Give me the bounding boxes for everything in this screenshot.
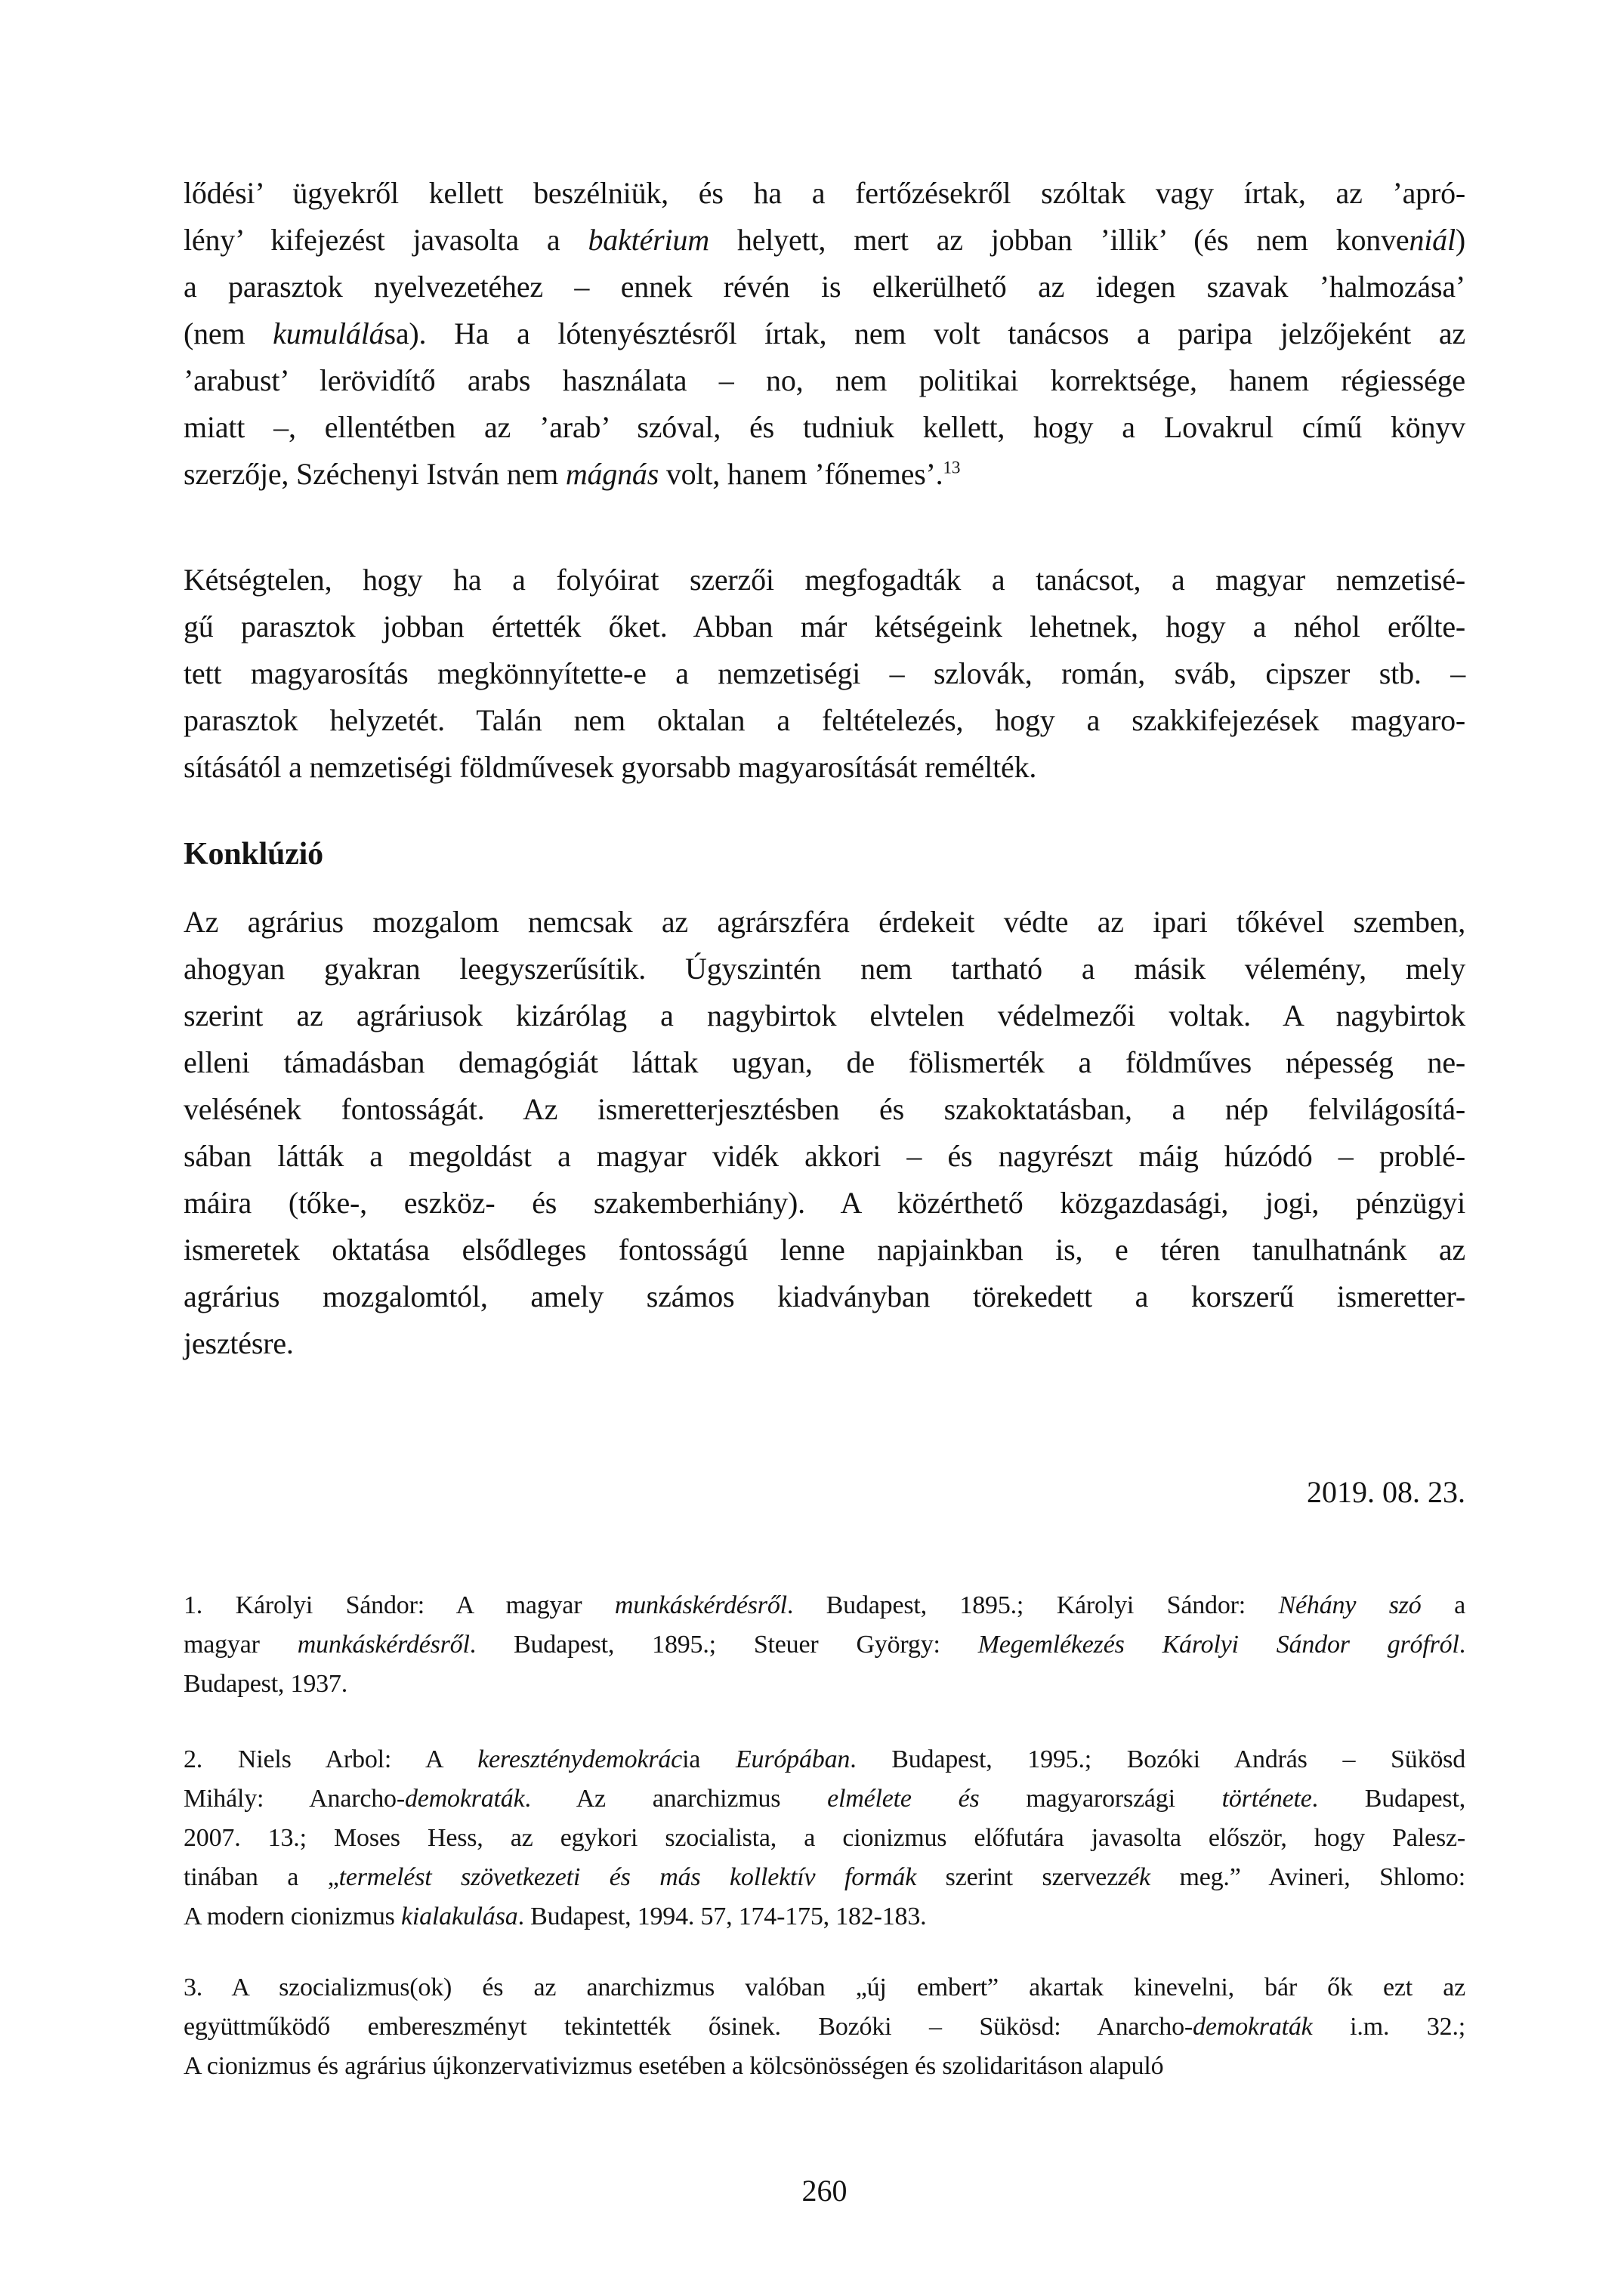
text-segment: magyar	[184, 1631, 298, 1659]
text-segment: volt, hanem ’főnemes’.	[659, 457, 943, 491]
text-line	[184, 650, 1465, 697]
text-line	[184, 1086, 1465, 1133]
text-segment: zék	[1118, 1863, 1150, 1891]
text-line	[184, 170, 1465, 217]
text-line	[184, 1897, 1465, 1937]
text-segment: jesztésre.	[184, 1326, 294, 1360]
text-segment: kereszténydemokrác	[477, 1745, 683, 1773]
text-segment: A modern cionizmus	[184, 1903, 401, 1930]
text-segment: kialakulása	[401, 1903, 518, 1930]
text-segment: ismeretek oktatása elsődleges fontosságú lenne napjainkban is, e téren tanulhatnánk az	[184, 1233, 1465, 1267]
text-segment: miatt –, ellentétben az ’arab’ szóval, és tudniuk kellett, hogy a Lovakrul című könyv	[184, 410, 1465, 444]
text-line	[184, 451, 1465, 498]
text-segment: helyett, mert az jobban ’illik’ (és nem konve	[709, 223, 1409, 257]
text-segment: munkáskérdésről	[297, 1631, 470, 1659]
text-segment: szerzője, Széchenyi István nem	[184, 457, 566, 491]
text-line	[184, 1740, 1465, 1779]
text-segment: magyarországi	[979, 1785, 1222, 1813]
text-line	[184, 2047, 1465, 2086]
text-segment: 1. Károlyi Sándor: A magyar	[184, 1591, 615, 1619]
text-segment: tett magyarosítás megkönnyítette-e a nemzetiségi – szlovák, román, sváb, cipszer stb. –	[184, 656, 1465, 690]
text-segment: . Budapest, 1995.; Bozóki András – Sükösd	[850, 1745, 1465, 1773]
text-segment: a	[1421, 1591, 1465, 1619]
page-number: 260	[801, 2174, 848, 2208]
text-segment: . Budapest, 1994. 57, 174-175, 182-183.	[517, 1903, 927, 1930]
text-segment: története	[1221, 1785, 1312, 1813]
text-segment: termelést szövetkezeti és más kollektív formák	[338, 1863, 917, 1891]
text-segment: ahogyan gyakran leegyszerűsítik. Úgyszintén nem tartható a másik vélemény, mely	[184, 952, 1465, 986]
text-segment: (nem	[184, 316, 273, 350]
text-segment: baktérium	[588, 223, 709, 257]
text-segment: . Budapest,	[1311, 1785, 1465, 1813]
paragraph	[184, 899, 1465, 1367]
text-segment: munkáskérdésről	[614, 1591, 787, 1619]
text-segment: 2007. 13.; Moses Hess, az egykori szocialista, a cionizmus előfutára javasolta először, hogy Palesz-	[184, 1824, 1465, 1852]
text-line	[184, 946, 1465, 992]
text-segment: . Budapest, 1895.; Steuer György:	[469, 1631, 978, 1659]
text-segment: Néhány szó	[1278, 1591, 1422, 1619]
text-segment: demokraták	[1193, 2013, 1313, 2041]
text-segment: sításától a nemzetiségi földművesek gyorsabb magyarosítását remélték.	[184, 750, 1037, 784]
text-segment: niál	[1409, 223, 1456, 257]
footnote	[184, 1586, 1465, 1704]
text-segment: agrárius mozgalomtól, amely számos kiadványban törekedett a korszerű ismeretter-	[184, 1279, 1465, 1313]
text-line	[184, 1858, 1465, 1897]
text-segment: kumulálá	[273, 316, 384, 350]
text-segment: .	[1459, 1631, 1465, 1659]
text-line	[184, 697, 1465, 744]
text-segment: a parasztok nyelvezetéhez – ennek révén is elkerülhető az idegen szavak ’halmozása’	[184, 270, 1465, 304]
text-segment: . Budapest, 1895.; Károlyi Sándor:	[786, 1591, 1279, 1619]
text-segment: sában látták a megoldást a magyar vidék akkori – és nagyrészt máig húzódó – problé-	[184, 1139, 1465, 1173]
footnotes-section	[184, 1586, 1465, 2086]
text-segment: szerint szervez	[916, 1863, 1119, 1891]
text-line	[184, 1779, 1465, 1819]
text-line	[184, 1227, 1465, 1273]
text-line	[184, 264, 1465, 310]
text-line	[184, 992, 1465, 1039]
text-segment: velésének fontosságát. Az ismeretterjesztésben és szakoktatásban, a nép felvilágosítá-	[184, 1092, 1465, 1126]
text-segment: 2. Niels Arbol: A	[184, 1745, 478, 1773]
text-line	[184, 1586, 1465, 1625]
text-segment: Budapest, 1937.	[184, 1670, 348, 1698]
text-segment: lény’ kifejezést javasolta a	[184, 223, 588, 257]
section-heading: Konklúzió	[184, 837, 323, 872]
footnote-ref: 13	[943, 458, 961, 478]
text-line	[184, 1180, 1465, 1227]
text-segment: A cionizmus és agrárius újkonzervativizmus esetében a kölcsönösségen és szolidaritáson alapuló	[184, 2052, 1164, 2080]
text-segment: tinában a „	[184, 1863, 339, 1891]
text-line	[184, 217, 1465, 264]
text-segment: . Az anarchizmus	[524, 1785, 828, 1813]
text-line	[184, 557, 1465, 603]
text-line	[184, 1968, 1465, 2008]
paragraph	[184, 170, 1465, 498]
text-line	[184, 603, 1465, 650]
text-segment: ia	[682, 1745, 736, 1773]
text-line	[184, 404, 1465, 451]
text-line	[184, 1819, 1465, 1858]
text-segment: parasztok helyzetét. Talán nem oktalan a feltételezés, hogy a szakkifejezések magyaro-	[184, 703, 1465, 737]
text-line	[184, 357, 1465, 404]
text-segment: demokraták	[404, 1785, 525, 1813]
text-segment: elleni támadásban demagógiát láttak ugyan, de fölismerték a földműves népesség ne-	[184, 1045, 1465, 1079]
text-segment: Európában	[735, 1745, 851, 1773]
text-segment: gű parasztok jobban értették őket. Abban már kétségeink lehetnek, hogy a néhol erőlte-	[184, 610, 1465, 643]
text-line	[184, 1320, 1465, 1367]
text-segment: szerint az agráriusok kizárólag a nagybirtok elvtelen védelmezői voltak. A nagybirtok	[184, 998, 1465, 1032]
text-segment: )	[1455, 223, 1465, 257]
text-segment: lődési’ ügyekről kellett beszélniük, és ha a fertőzésekről szóltak vagy írtak, az ’apró-	[184, 176, 1465, 210]
text-line	[184, 310, 1465, 357]
footnote	[184, 1968, 1465, 2086]
text-segment: sa). Ha a lótenyésztésről írtak, nem volt tanácsos a paripa jelzőjeként az	[384, 316, 1465, 350]
text-segment: máira (tőke-, eszköz- és szakemberhiány). A közérthető közgazdasági, jogi, pénzügyi	[184, 1186, 1465, 1220]
text-line	[184, 1625, 1465, 1665]
main-text-column	[184, 170, 1465, 1516]
text-segment: ’arabust’ lerövidítő arabs használata – no, nem politikai korrektsége, hanem régiessége	[184, 363, 1465, 397]
paragraph	[184, 557, 1465, 791]
text-segment: mágnás	[565, 457, 659, 491]
text-line	[184, 1665, 1465, 1704]
text-line	[184, 1273, 1465, 1320]
text-line	[184, 1133, 1465, 1180]
text-line	[184, 2008, 1465, 2047]
text-segment: Az agrárius mozgalom nemcsak az agrárszféra érdekeit védte az ipari tőkével szemben,	[184, 905, 1465, 939]
text-segment: i.m. 32.;	[1312, 2013, 1465, 2041]
text-segment: Mihály: Anarcho-	[184, 1785, 405, 1813]
text-segment: elmélete és	[827, 1785, 980, 1813]
text-segment: Kétségtelen, hogy ha a folyóirat szerzői megfogadták a tanácsot, a magyar nemzetisé-	[184, 563, 1465, 597]
footnote	[184, 1740, 1465, 1937]
text-segment: Megemlékezés Károlyi Sándor grófról	[977, 1631, 1459, 1659]
text-segment: 3. A szocializmus(ok) és az anarchizmus valóban „új embert” akartak kinevelni, bár ők ezt az	[184, 1974, 1465, 2001]
text-line	[184, 1039, 1465, 1086]
text-line	[184, 899, 1465, 946]
text-line	[184, 744, 1465, 791]
text-segment: meg.” Avineri, Shlomo:	[1150, 1863, 1465, 1891]
text-segment: együttműködő embereszményt tekintették ősinek. Bozóki – Sükösd: Anarcho-	[184, 2013, 1193, 2041]
date-line: 2019. 08. 23.	[1307, 1475, 1465, 1509]
